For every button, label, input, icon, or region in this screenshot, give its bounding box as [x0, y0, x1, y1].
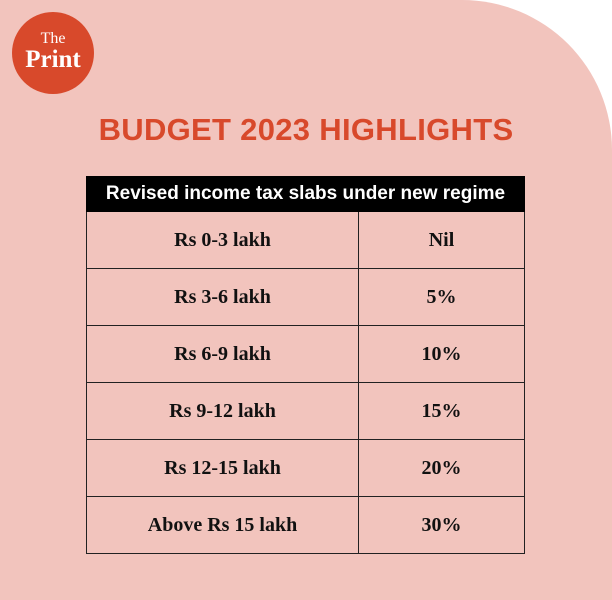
logo-the-text: The	[40, 30, 66, 47]
slab-cell: Rs 12-15 lakh	[87, 440, 359, 497]
table-row	[87, 269, 525, 326]
slab-cell: Rs 6-9 lakh	[87, 326, 359, 383]
table-caption: Revised income tax slabs under new regime	[87, 177, 525, 212]
logo-print-text: Print	[25, 46, 81, 73]
headline: BUDGET 2023 HIGHLIGHTS	[98, 112, 514, 147]
table-row	[87, 383, 525, 440]
rate-cell: 10%	[359, 326, 525, 383]
rate-cell: Nil	[359, 212, 525, 269]
table-row	[87, 497, 525, 554]
table-row	[87, 212, 525, 269]
rate-cell: 15%	[359, 383, 525, 440]
rate-cell: 30%	[359, 497, 525, 554]
slab-cell: Above Rs 15 lakh	[87, 497, 359, 554]
table-header-row	[87, 177, 525, 212]
slab-cell: Rs 0-3 lakh	[87, 212, 359, 269]
theprint-logo	[12, 12, 94, 94]
slab-cell: Rs 9-12 lakh	[87, 383, 359, 440]
table-row	[87, 326, 525, 383]
rate-cell: 5%	[359, 269, 525, 326]
table-row	[87, 440, 525, 497]
tax-slab-table	[86, 176, 525, 554]
rate-cell: 20%	[359, 440, 525, 497]
slab-cell: Rs 3-6 lakh	[87, 269, 359, 326]
